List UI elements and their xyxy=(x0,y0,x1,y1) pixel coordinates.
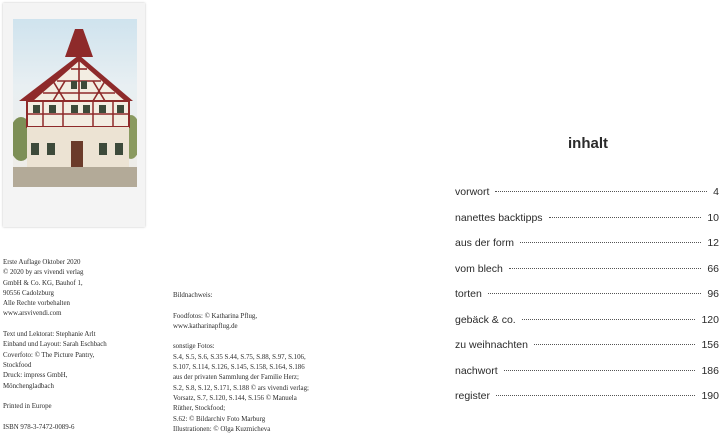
toc-entry-label: aus der form xyxy=(455,237,514,249)
imprint-line: Alle Rechte vorbehalten xyxy=(3,300,70,308)
toc-entry-page: 10 xyxy=(707,211,719,224)
credits-line: Rüther, Stockfood; xyxy=(173,405,226,413)
toc-entry-label: vorwort xyxy=(455,186,490,198)
dot-leader xyxy=(509,268,701,269)
credits-line: aus der privaten Sammlung der Familie Herz; xyxy=(173,374,299,382)
credits-line: Bildnachweis: xyxy=(173,292,213,299)
imprint-line: GmbH & Co. KG, Bauhof 1, xyxy=(3,279,83,287)
toc-entry-page: 120 xyxy=(701,313,719,326)
dot-leader xyxy=(520,242,701,243)
spacer xyxy=(3,320,173,330)
half-timbered-house-photo xyxy=(13,19,137,187)
imprint-line: Erste Auflage Oktober 2020 xyxy=(3,259,81,266)
spacer xyxy=(3,392,173,402)
credits-line: Foodfotos: © Katharina Pflug, xyxy=(173,312,258,320)
credits-line: sonstige Fotos: xyxy=(173,343,215,351)
dot-leader xyxy=(495,191,707,192)
imprint-line: Printed in Europe xyxy=(3,403,52,411)
credits-line: Vorsatz, S.7, S.120, S.144, S.156 © Manuela xyxy=(173,394,297,402)
toc-entry-page: 190 xyxy=(701,390,719,402)
polaroid-photo-frame xyxy=(3,3,145,227)
imprint-line: Stockfood xyxy=(3,361,32,369)
toc-entry-vom-blech[interactable] xyxy=(455,263,720,289)
toc-title: inhalt xyxy=(568,135,608,152)
imprint-line: Druck: impress GmbH, xyxy=(3,372,68,380)
imprint-line: Coverfoto: © The Picture Pantry, xyxy=(3,351,95,359)
house-illustration xyxy=(13,19,137,187)
toc-entry-zu-weihnachten[interactable] xyxy=(455,339,720,365)
spacer xyxy=(173,301,343,311)
toc-entry-label: torten xyxy=(455,288,482,300)
isbn: ISBN 978-3-7472-0089-6 xyxy=(3,423,75,431)
credits-line: S.4, S.5, S.6, S.35 S.44, S.75, S.88, S.97, S.106, xyxy=(173,353,306,361)
toc-entry-register[interactable] xyxy=(455,390,720,416)
toc-entry-label: nanettes backtipps xyxy=(455,211,543,224)
credits-line: www.katharinapflug.de xyxy=(173,322,238,330)
toc-entry-gebaeck-und-co[interactable] xyxy=(455,314,720,340)
spacer xyxy=(3,412,173,422)
toc-entry-torten[interactable] xyxy=(455,288,720,314)
toc-entry-label: register xyxy=(455,390,491,402)
toc-entry-label: vom blech xyxy=(455,262,503,275)
credits-line: Illustrationen: © Olga Kuzmicheva xyxy=(173,425,271,433)
toc-entry-nachwort[interactable] xyxy=(455,365,720,391)
spacer xyxy=(173,332,343,342)
photo-credits xyxy=(173,291,343,435)
toc-entry-page: 156 xyxy=(701,339,719,351)
imprint-line: www.arsvivendi.com xyxy=(3,310,62,318)
dot-leader xyxy=(496,395,695,396)
toc-entry-aus-der-form[interactable] xyxy=(455,237,720,263)
dot-leader xyxy=(488,293,701,294)
toc-entry-page: 96 xyxy=(707,288,719,300)
toc-entry-page: 4 xyxy=(713,186,719,198)
toc-entry-label: zu weihnachten xyxy=(455,339,528,351)
imprint-text xyxy=(3,258,173,433)
toc-entry-page: 12 xyxy=(707,237,719,249)
imprint-line: 90556 Cadolzburg xyxy=(3,289,54,297)
toc-entry-label: nachwort xyxy=(455,364,498,377)
toc-entry-nanettes-backtipps[interactable] xyxy=(455,212,720,238)
credits-line: S.107, S.114, S.126, S.145, S.158, S.164, S.186 xyxy=(173,364,305,372)
table-of-contents xyxy=(455,186,720,416)
dot-leader xyxy=(549,217,702,218)
dot-leader xyxy=(504,370,696,371)
credits-line: S.62: © Bildarchiv Foto Marburg xyxy=(173,415,266,423)
credits-line: S.2, S.8, S.12, S.171, S.188 © ars vivendi verlag; xyxy=(173,384,309,392)
toc-entry-vorwort[interactable] xyxy=(455,186,720,212)
toc-entry-page: 186 xyxy=(701,364,719,377)
dot-leader xyxy=(522,319,696,320)
imprint-line: Einband und Layout: Sarah Eschbach xyxy=(3,341,107,349)
imprint-line: Text und Lektorat: Stephanie Arlt xyxy=(3,331,96,339)
dot-leader xyxy=(534,344,696,345)
toc-entry-label: gebäck & co. xyxy=(455,313,516,326)
imprint-line: © 2020 by ars vivendi verlag xyxy=(3,269,84,277)
toc-entry-page: 66 xyxy=(707,262,719,275)
imprint-line: Mönchengladbach xyxy=(3,382,54,390)
